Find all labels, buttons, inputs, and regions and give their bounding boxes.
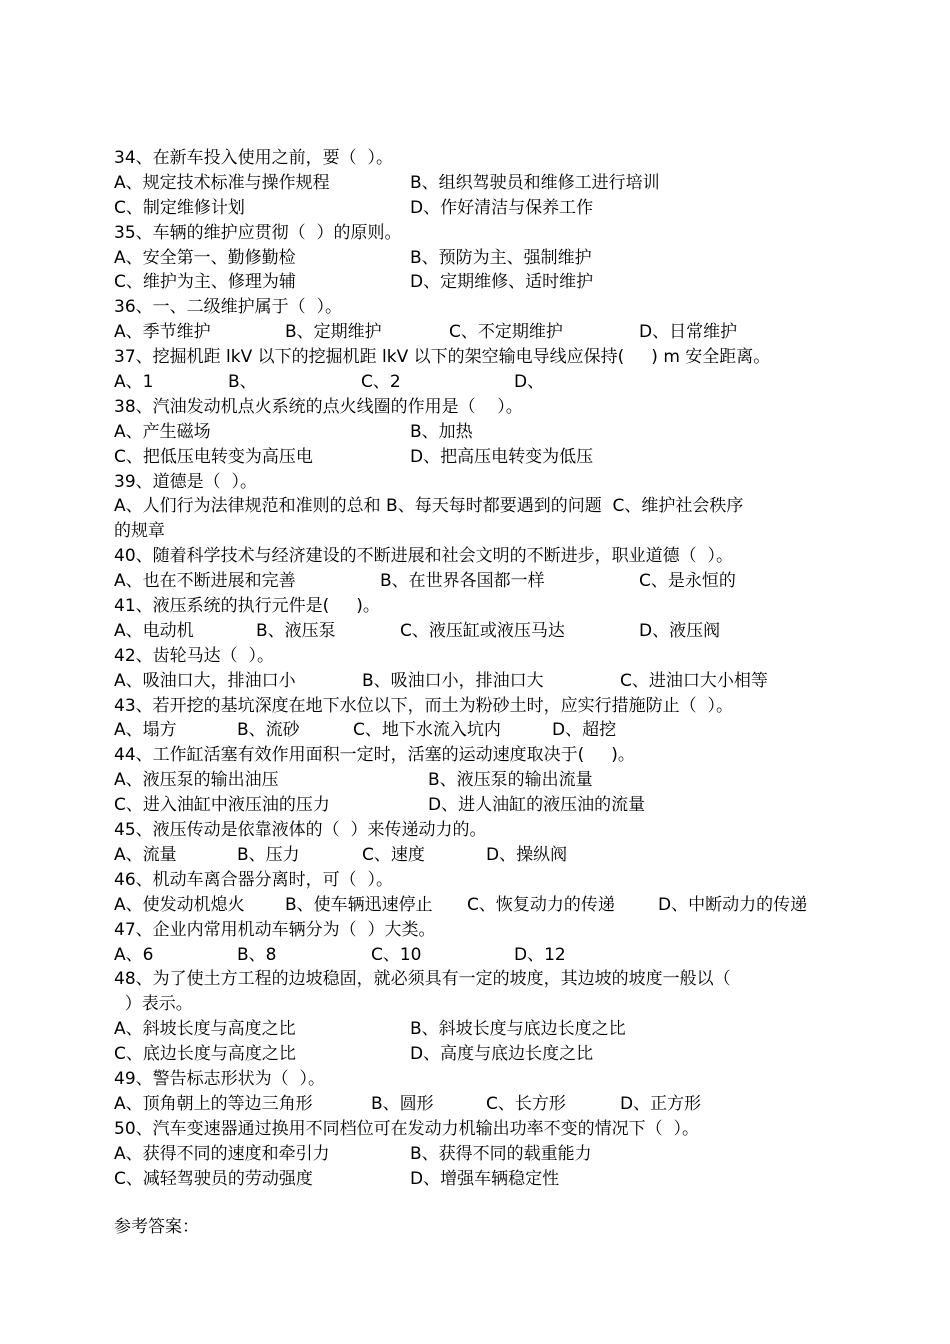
- option: C、是永恒的: [639, 571, 736, 592]
- option-row: 的规章: [114, 521, 165, 542]
- option: A、安全第一、勤修勤检: [114, 247, 296, 268]
- option: B、获得不同的载重能力: [410, 1143, 592, 1164]
- question-stem: 48、为了使土方工程的边坡稳固，就必须具有一定的坡度，其边坡的坡度一般以（: [114, 969, 731, 990]
- option: A、1: [114, 372, 154, 393]
- option-row: [114, 1167, 844, 1192]
- option-row: [114, 669, 844, 694]
- question-stem: 40、随着科学技术与经济建设的不断进展和社会文明的不断进步，职业道德（ ）。: [114, 546, 733, 567]
- option-row: [114, 718, 844, 743]
- option-row: [114, 1142, 844, 1167]
- question-stem: 35、车辆的维护应贯彻（ ）的原则。: [114, 222, 402, 243]
- option: B、液压泵: [256, 620, 336, 641]
- option: B、吸油口小，排油口大: [362, 670, 544, 691]
- answer-heading: 参考答案：: [114, 1217, 199, 1237]
- option: C、2: [361, 372, 401, 393]
- question-stem: 44、工作缸活塞有效作用面积一定时，活塞的运动速度取决于( )。: [114, 745, 635, 766]
- option: B、8: [237, 944, 277, 965]
- question-stem: 49、警告标志形状为（ ）。: [114, 1068, 325, 1089]
- question-stem: 50、汽车变速器通过换用不同档位可在发动力机输出功率不变的情况下（ ）。: [114, 1118, 699, 1139]
- option: D、正方形: [620, 1093, 702, 1114]
- option: A、也在不断进展和完善: [114, 571, 296, 592]
- option: D、进人油缸的液压油的流量: [428, 795, 646, 816]
- option: D、操纵阀: [486, 844, 568, 865]
- option-row: [114, 843, 844, 868]
- question-stem: 37、挖掘机距 lkV 以下的挖掘机距 lkV 以下的架空输电导线应保持( ) m 安全距离。: [114, 347, 771, 368]
- option-row: [114, 619, 844, 644]
- question-stem: 47、企业内常用机动车辆分为（ ）大类。: [114, 919, 436, 940]
- option: C、液压缸或液压马达: [400, 620, 565, 641]
- option: C、长方形: [486, 1093, 566, 1114]
- option-row: [114, 196, 844, 221]
- option: D、超挖: [552, 720, 617, 741]
- option: C、10: [371, 944, 422, 965]
- option-row: [114, 1042, 844, 1067]
- option-row: [114, 246, 844, 271]
- option-row: [114, 320, 844, 345]
- option: A、6: [114, 944, 154, 965]
- question-stem-continued: ）表示。: [114, 994, 193, 1015]
- option-row: A、人们行为法律规范和准则的总和 B、每天每时都要遇到的问题 C、维护社会秩序: [114, 496, 744, 517]
- option-row: [114, 370, 844, 395]
- option: D、中断动力的传递: [658, 894, 808, 915]
- question-stem: 34、在新车投入使用之前，要（ ）。: [114, 148, 393, 168]
- option: D、定期维修、适时维护: [410, 272, 594, 293]
- option-row: [114, 270, 844, 295]
- question-stem: 46、机动车离合器分离时，可（ ）。: [114, 869, 393, 890]
- option-row: [114, 768, 844, 793]
- option: D、增强车辆稳定性: [410, 1168, 560, 1189]
- option: C、制定维修计划: [114, 197, 245, 218]
- option: C、速度: [362, 844, 425, 865]
- option: B、定期维护: [285, 322, 382, 343]
- option-row: [114, 943, 844, 968]
- option: C、底边长度与高度之比: [114, 1044, 296, 1065]
- question-stem: 38、汽油发动机点火系统的点火线圈的作用是（ ）。: [114, 396, 523, 417]
- option: C、减轻驾驶员的劳动强度: [114, 1168, 313, 1189]
- option-row: [114, 1092, 844, 1117]
- option-row: [114, 445, 844, 470]
- option-row: [114, 171, 844, 196]
- question-stem: 43、若开挖的基坑深度在地下水位以下，而土为粉砂土时，应实行措施防止（ ）。: [114, 695, 733, 716]
- option: D、作好清洁与保养工作: [410, 197, 594, 218]
- option: C、进入油缸中液压油的压力: [114, 795, 330, 816]
- option: B、使车辆迅速停止: [285, 894, 433, 915]
- option: A、产生磁场: [114, 421, 211, 442]
- option: A、顶角朝上的等边三角形: [114, 1093, 313, 1114]
- option: D、液压阀: [639, 620, 721, 641]
- option: C、维护为主、修理为辅: [114, 272, 296, 293]
- option: A、塌方: [114, 720, 177, 741]
- option: B、圆形: [371, 1093, 434, 1114]
- option: B、斜坡长度与底边长度之比: [410, 1019, 626, 1040]
- option: B、加热: [410, 421, 473, 442]
- option: B、预防为主、强制维护: [410, 247, 592, 268]
- option: B、: [228, 372, 257, 393]
- option: C、把低压电转变为高压电: [114, 446, 313, 467]
- option: A、液压泵的输出油压: [114, 770, 279, 791]
- option-row: [114, 1017, 844, 1042]
- question-stem: 42、齿轮马达（ ）。: [114, 645, 274, 666]
- option: B、液压泵的输出流量: [428, 770, 593, 791]
- option: D、把高压电转变为低压: [410, 446, 594, 467]
- option: A、流量: [114, 844, 177, 865]
- option: A、斜坡长度与高度之比: [114, 1019, 296, 1040]
- option: A、使发动机熄火: [114, 894, 245, 915]
- option-row: [114, 793, 844, 818]
- option: B、在世界各国都一样: [380, 571, 545, 592]
- option: B、压力: [237, 844, 300, 865]
- question-stem: 36、一、二级维护属于（ ）。: [114, 297, 342, 318]
- question-stem: 39、道德是（ ）。: [114, 471, 257, 492]
- option-row: [114, 893, 844, 918]
- option: A、电动机: [114, 620, 194, 641]
- option: C、不定期维护: [449, 322, 563, 343]
- option: A、规定技术标准与操作规程: [114, 172, 330, 193]
- option-row: [114, 420, 844, 445]
- option: A、获得不同的速度和牵引力: [114, 1143, 330, 1164]
- option-row: [114, 569, 844, 594]
- option: A、季节维护: [114, 322, 211, 343]
- option: D、12: [514, 944, 566, 965]
- question-list: [114, 146, 844, 1191]
- option: C、进油口大小相等: [620, 670, 768, 691]
- question-stem: 41、液压系统的执行元件是( )。: [114, 596, 380, 617]
- option: D、日常维护: [639, 322, 738, 343]
- option: C、地下水流入坑内: [353, 720, 501, 741]
- option: D、高度与底边长度之比: [410, 1044, 594, 1065]
- option: B、组织驾驶员和维修工进行培训: [410, 172, 660, 193]
- question-stem: 45、液压传动是依靠液体的（ ）来传递动力的。: [114, 820, 487, 841]
- option: A、吸油口大，排油口小: [114, 670, 296, 691]
- option: D、: [514, 372, 545, 393]
- option: B、流砂: [237, 720, 300, 741]
- option: C、恢复动力的传递: [467, 894, 615, 915]
